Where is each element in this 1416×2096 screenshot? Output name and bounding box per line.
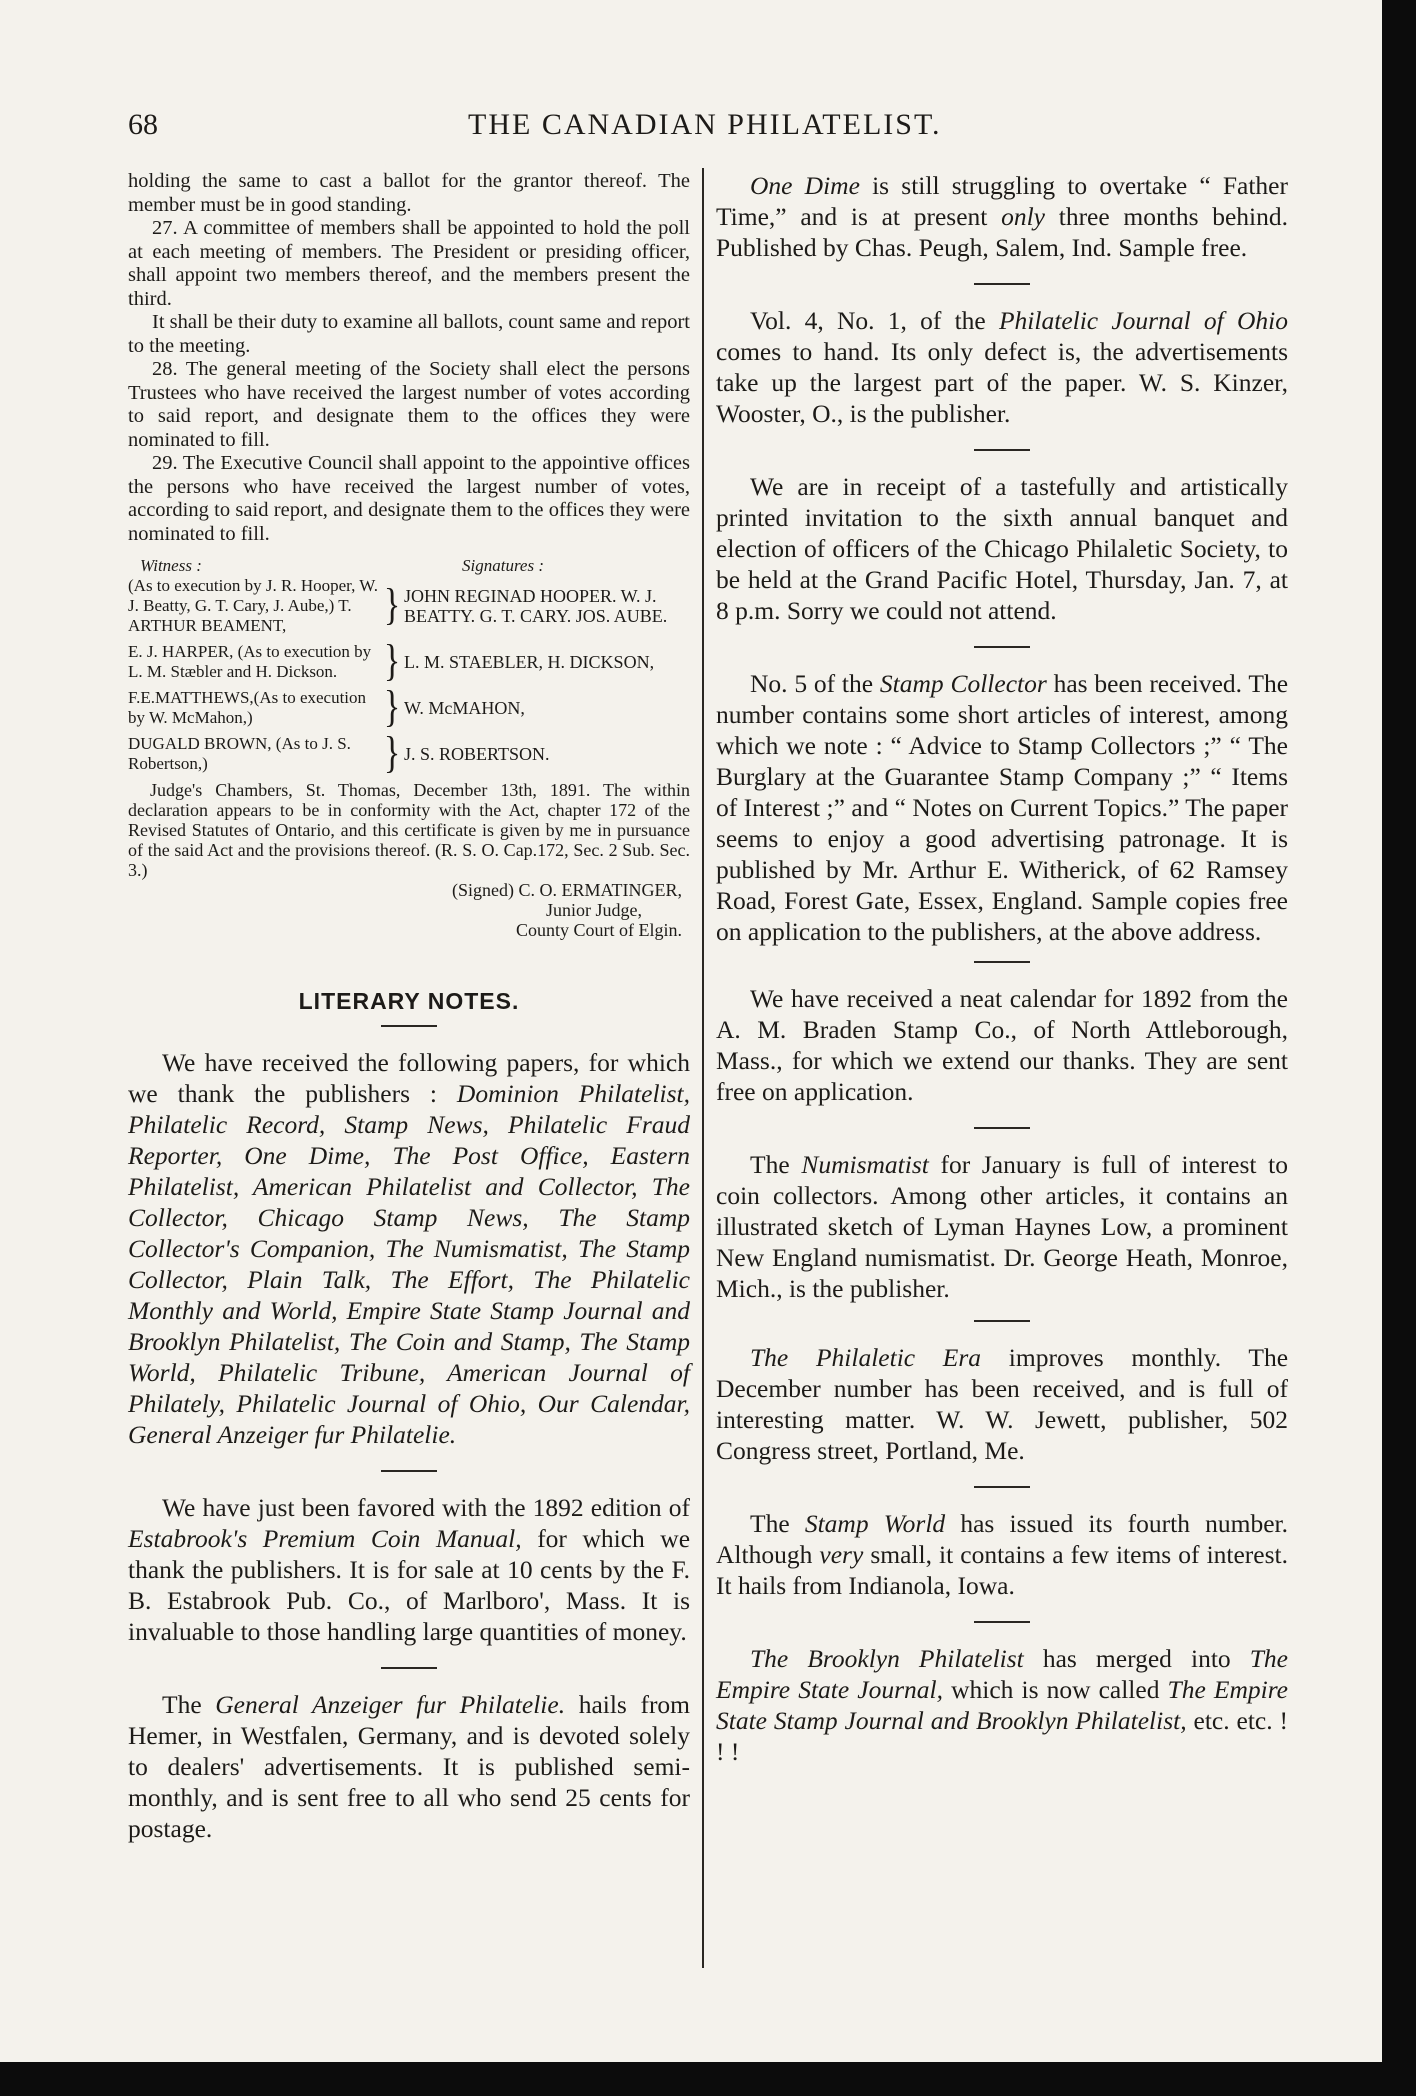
note-rule: [974, 646, 1030, 648]
section-heading: LITERARY NOTES.: [298, 988, 520, 1014]
publication-title: The Empire State Journal,: [716, 1644, 1288, 1704]
note-text: for January is full of interest to coin collectors. Among other articles, it contains an illustrated sketch of Lyman Haynes Low, a prominent New England numismatist. Dr. George Heath, Monroe, Mich., is the publisher.: [716, 1150, 1289, 1303]
note-paragraph: [128, 1689, 690, 1844]
emphasis: very: [819, 1540, 864, 1569]
section-rule: [381, 1025, 437, 1027]
note-text: three months behind. Published by Chas. Peugh, Salem, Ind. Sample free.: [716, 202, 1289, 262]
publication-title: Estabrook's Premium Coin Manual,: [128, 1524, 522, 1553]
bylaw-paragraph: 27. A committee of members shall be appointed to hold the poll at each meeting of members. The President or presiding officer, shall appoint two members thereof, and the members present the third.: [128, 217, 690, 310]
note-paragraph: [128, 1047, 690, 1450]
note-text: comes to hand. Its only defect is, the advertisements take up the largest part of the paper. W. S. Kinzer, Wooster, O., is the publisher.: [716, 337, 1288, 428]
note-text: hails from Hemer, in Westfalen, Germany, and is devoted solely to dealers' advertisements. It is published semi-monthly, and is sent free to all who send 25 cents for postage.: [128, 1690, 691, 1843]
note-rule: [974, 449, 1030, 451]
left-column: [128, 170, 690, 1844]
judge-signature: [128, 880, 690, 940]
journal-title: THE CANADIAN PHILATELIST.: [468, 108, 942, 141]
signature-block: [128, 556, 690, 778]
note-text: The: [162, 1690, 202, 1719]
note-rule: [974, 1320, 1030, 1322]
note-paragraph: [128, 1492, 690, 1647]
brace-icon: }: [383, 637, 401, 686]
note-rule: [974, 283, 1030, 285]
note-rule: [974, 1127, 1030, 1129]
publication-title: Numismatist: [801, 1150, 929, 1179]
bylaw-paragraph: 29. The Executive Council shall appoint to the appointive offices the persons who have received the largest number of votes, according to said report, and designate them to the offices they were nominated to fill.: [128, 452, 690, 545]
note-text: etc. etc. ! ! !: [716, 1706, 1289, 1766]
note-paragraph: [716, 1643, 1288, 1767]
signatory-names: J. S. ROBERTSON.: [404, 744, 550, 764]
note-text: has issued its fourth number. Although: [716, 1509, 1289, 1569]
judge-court: County Court of Elgin.: [516, 920, 682, 940]
note-paragraph: We have received a neat calendar for 1892 from the A. M. Braden Stamp Co., of North Attleborough, Mass., for which we extend our thanks. They are sent free on application.: [716, 984, 1288, 1106]
publication-title: The Philaletic Era: [750, 1343, 982, 1372]
note-rule: [974, 1486, 1030, 1488]
judge-title: Junior Judge,: [546, 900, 642, 920]
literary-notes: [128, 1047, 690, 1844]
signatures-heading: Signatures :: [462, 556, 545, 575]
note-text: Vol. 4, No. 1, of the: [750, 306, 986, 335]
publication-title: One Dime: [750, 171, 860, 200]
signature-row: [128, 729, 690, 778]
witness-entry: (As to execution by J. R. Hooper, W. J. Beatty, G. T. Cary, J. Aube,) T. ARTHUR BEAMENT,: [128, 576, 379, 635]
publication-title: Philatelic Journal of Ohio: [998, 306, 1289, 335]
judge-signed: (Signed) C. O. ERMATINGER,: [452, 880, 682, 900]
note-paragraph: We are in receipt of a tastefully and artistically printed invitation to the sixth annual banquet and election of officers of the Chicago Philaletic Society, to be held at the Grand Pacific Hotel, Thursday, Jan. 7, at 8 p.m. Sorry we could not attend.: [716, 472, 1288, 625]
note-text: The: [750, 1509, 790, 1538]
column-divider: [702, 168, 704, 1968]
right-column: [716, 170, 1288, 1767]
note-text: which is now called: [951, 1675, 1160, 1704]
note-paragraph: [716, 1508, 1288, 1601]
signatory-names: JOHN REGINAD HOOPER. W. J. BEATTY. G. T. CARY. JOS. AUBE.: [404, 586, 668, 626]
note-text: has merged into: [1042, 1644, 1231, 1673]
signature-row: [128, 576, 690, 636]
note-paragraph: [716, 170, 1288, 263]
brace-icon: }: [383, 581, 401, 630]
note-rule: [974, 961, 1030, 963]
bylaw-paragraph: holding the same to cast a ballot for the grantor thereof. The member must be in good standing.: [128, 170, 690, 216]
note-paragraph: [716, 305, 1288, 429]
witness-entry: F.E.MATTHEWS,(As to execution by W. McMahon,): [128, 688, 367, 727]
emphasis: only: [1001, 202, 1045, 231]
note-paragraph: [716, 1149, 1288, 1304]
witness-entry: DUGALD BROWN, (As to J. S. Robertson,): [128, 734, 351, 773]
brace-icon: }: [383, 729, 401, 778]
note-text: has been received. The number contains some short articles of interest, among which we note : “ Advice to Stamp Collectors ;” “ The Burglary at the Guarantee Stamp Company ;” “ Items of Interest ;” and “ Notes on Current Topics.” The paper seems to enjoy a good advertising patronage. It is published by Mr. Arthur E. Witherick, of 62 Ramsey Road, Forest Gate, Essex, England. Sample copies free on application to the publishers, at the above address.: [716, 669, 1289, 946]
publication-title: Stamp World: [804, 1509, 946, 1538]
note-text: No. 5 of the: [750, 669, 874, 698]
publication-title: The Empire State Stamp Journal and Brooklyn Philatelist,: [716, 1675, 1289, 1735]
signatory-names: L. M. STAEBLER, H. DICKSON,: [404, 652, 655, 672]
scan-border-right: [1382, 0, 1416, 2096]
judge-certificate: [128, 780, 690, 880]
bylaw-paragraph: 28. The general meeting of the Society shall elect the persons Trustees who have received the largest number of votes according to said report, and designate them to the offices they were nominated to fill.: [128, 358, 690, 451]
publication-title: The Brooklyn Philatelist: [750, 1644, 1024, 1673]
witness-entry: E. J. HARPER, (As to execution by L. M. Stæbler and H. Dickson.: [128, 642, 372, 681]
signature-row: [128, 637, 690, 686]
brace-icon: }: [383, 683, 401, 732]
note-paragraph: [716, 668, 1288, 947]
publication-title: Stamp Collector: [879, 669, 1047, 698]
note-text: for which we thank the publishers. It is for sale at 10 cents by the F. B. Estabrook Pub. Co., of Marlboro', Mass. It is invaluable to those handling large quantities of money.: [128, 1524, 691, 1646]
witness-heading: Witness :: [140, 556, 202, 575]
note-text: We have just been favored with the 1892 edition of: [162, 1493, 690, 1522]
running-header: [128, 108, 1278, 152]
note-text: We have received the following papers, for which we thank the publishers :: [128, 1048, 690, 1108]
note-rule: [381, 1667, 437, 1669]
signatory-names: W. McMAHON,: [404, 698, 525, 718]
paper-titles: Dominion Philatelist, Philatelic Record, Stamp News, Philatelic Fraud Reporter, One Dime, The Post Office, Eastern Philatelist, American Philatelist and Collector, The Collector, Chicago Stamp News, The Stamp Collector's Companion, The Numismatist, The Stamp Collector, Plain Talk, The Effort, The Philatelic Monthly and World, Empire State Stamp Journal and Brooklyn Philatelist, The Coin and Stamp, The Stamp World, Philatelic Tribune, American Journal of Philately, Philatelic Journal of Ohio, Our Calendar, General Anzeiger fur Philatelie.: [128, 1079, 690, 1449]
note-text: small, it contains a few items of interest. It hails from Indianola, Iowa.: [716, 1540, 1289, 1600]
signature-row: [128, 683, 690, 732]
page-number: 68: [128, 108, 158, 141]
bylaw-paragraph: It shall be their duty to examine all ballots, count same and report to the meeting.: [128, 311, 690, 357]
note-paragraph: [716, 1342, 1288, 1466]
note-rule: [974, 1621, 1030, 1623]
note-rule: [381, 1470, 437, 1472]
note-text: The: [750, 1150, 790, 1179]
publication-title: General Anzeiger fur Philatelie.: [215, 1690, 566, 1719]
bylaws-text: [128, 170, 690, 546]
note-text: improves monthly. The December number has been received, and is full of interesting matter. W. W. Jewett, publisher, 502 Congress street, Portland, Me.: [716, 1343, 1289, 1465]
note-text: is still struggling to overtake “ Father Time,” and is at present: [716, 171, 1288, 231]
scan-border-bottom: [0, 2062, 1416, 2096]
signature-headings: [128, 556, 690, 576]
judge-text: Judge's Chambers, St. Thomas, December 13th, 1891. The within declaration appears to be in conformity with the Act, chapter 172 of the Revised Statutes of Ontario, and this certificate is given by me in pursuance of the said Act and the provisions thereof. (R. S. O. Cap.172, Sec. 2 Sub. Sec. 3.): [128, 780, 690, 880]
